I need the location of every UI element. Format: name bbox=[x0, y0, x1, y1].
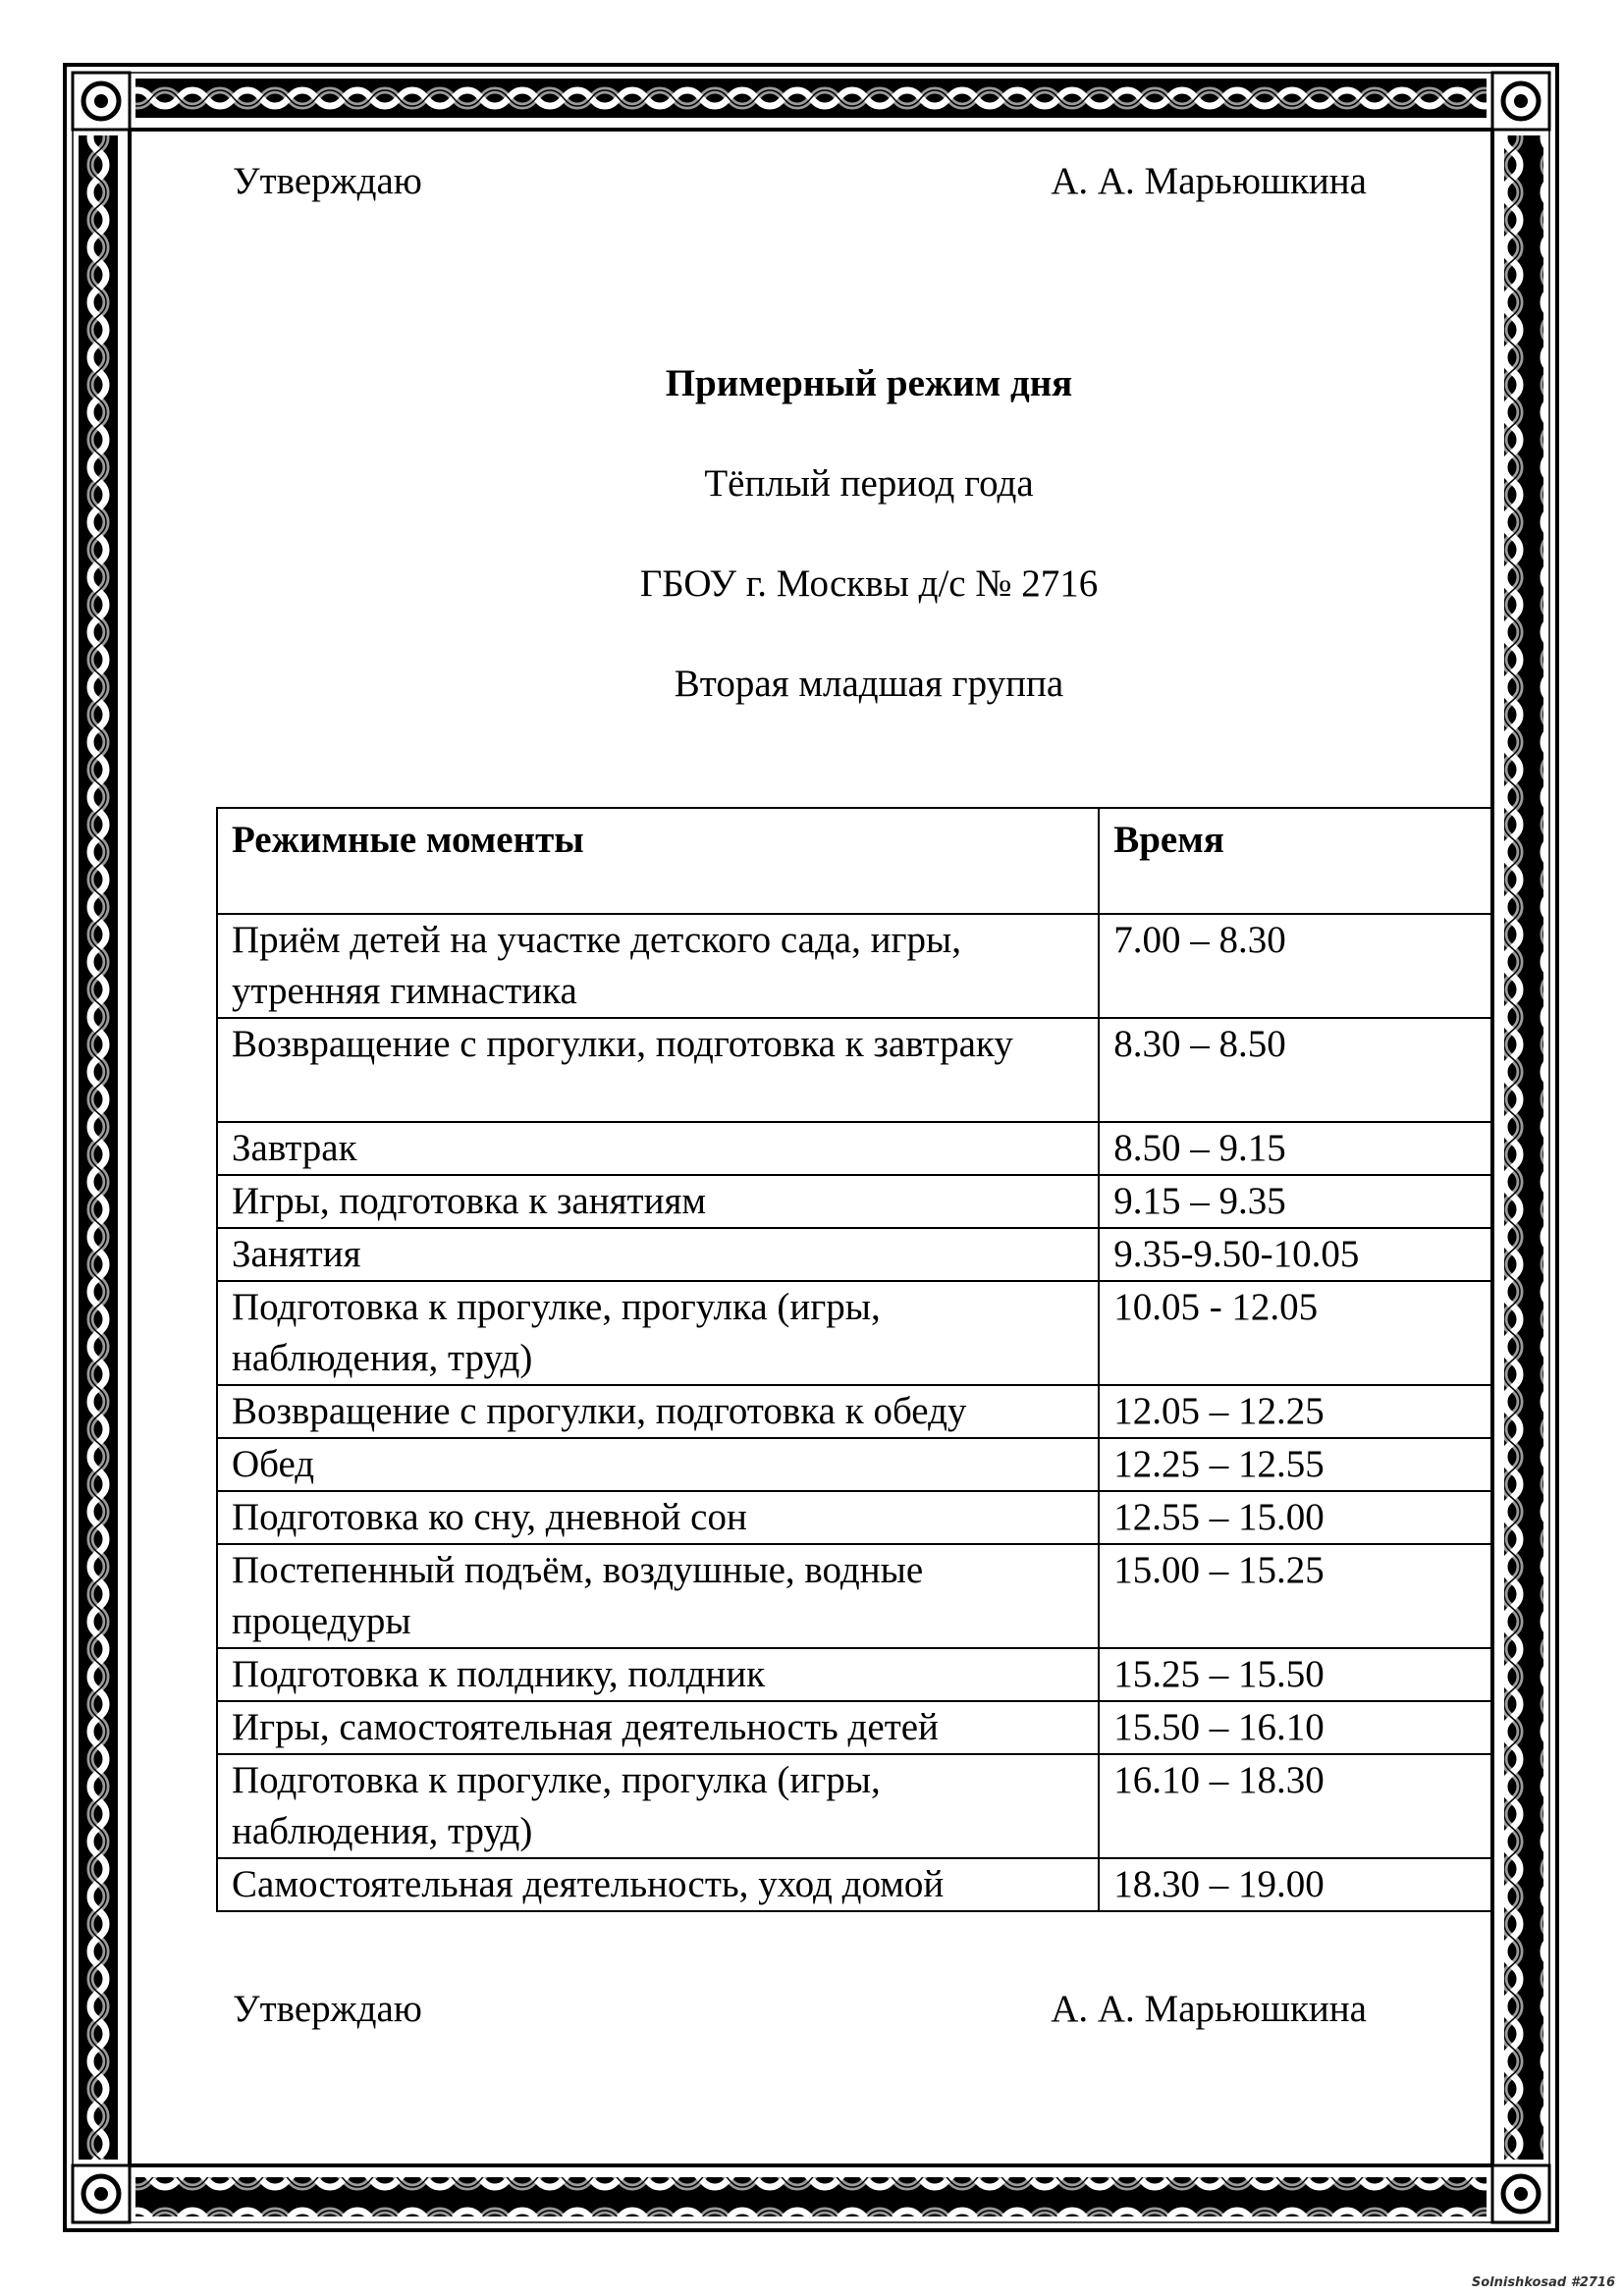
time-cell: 15.00 – 15.25 bbox=[1099, 1544, 1491, 1648]
time-cell: 15.25 – 15.50 bbox=[1099, 1648, 1491, 1701]
time-cell: 12.55 – 15.00 bbox=[1099, 1491, 1491, 1544]
time-cell: 12.25 – 12.55 bbox=[1099, 1438, 1491, 1491]
moment-cell: Подготовка к прогулке, прогулка (игры, наблюдения, труд) bbox=[217, 1754, 1099, 1858]
table-row bbox=[217, 1385, 1491, 1438]
table-row bbox=[217, 1701, 1491, 1754]
time-cell: 9.15 – 9.35 bbox=[1099, 1175, 1491, 1228]
time-cell: 7.00 – 8.30 bbox=[1099, 914, 1491, 1018]
time-cell: 9.35-9.50-10.05 bbox=[1099, 1228, 1491, 1281]
table-row bbox=[217, 1438, 1491, 1491]
moment-cell: Завтрак bbox=[217, 1122, 1099, 1175]
table-row bbox=[217, 914, 1491, 1018]
group-subtitle: Вторая младшая группа bbox=[674, 663, 1064, 705]
moment-cell: Возвращение с прогулки, подготовка к завтраку bbox=[217, 1018, 1099, 1122]
time-cell: 8.50 – 9.15 bbox=[1099, 1122, 1491, 1175]
moment-cell: Игры, подготовка к занятиям bbox=[217, 1175, 1099, 1228]
corner-ornament-top-left bbox=[73, 73, 130, 130]
time-cell: 15.50 – 16.10 bbox=[1099, 1701, 1491, 1754]
table-row bbox=[217, 1018, 1491, 1122]
approval-line-top bbox=[233, 159, 1367, 204]
approval-signatory: А. А. Марьюшкина bbox=[1051, 160, 1367, 202]
braid-right bbox=[1504, 135, 1543, 2160]
time-cell: 12.05 – 12.25 bbox=[1099, 1385, 1491, 1438]
watermark: Solnishkosad #2716 bbox=[1471, 2275, 1615, 2290]
braid-top bbox=[135, 79, 1487, 118]
braid-left bbox=[79, 135, 118, 2160]
moment-cell: Подготовка к полднику, полдник bbox=[217, 1648, 1099, 1701]
braid-bottom bbox=[135, 2177, 1487, 2216]
table-row bbox=[217, 1175, 1491, 1228]
table-row bbox=[217, 1858, 1491, 1911]
table-row bbox=[217, 1491, 1491, 1544]
table-header-row bbox=[217, 808, 1491, 914]
moment-cell: Игры, самостоятельная деятельность детей bbox=[217, 1701, 1099, 1754]
table-row bbox=[217, 1754, 1491, 1858]
moment-cell: Занятия bbox=[217, 1228, 1099, 1281]
time-cell: 16.10 – 18.30 bbox=[1099, 1754, 1491, 1858]
time-cell: 10.05 - 12.05 bbox=[1099, 1281, 1491, 1385]
page-title: Примерный режим дня bbox=[665, 362, 1073, 404]
moment-cell: Самостоятельная деятельность, уход домой bbox=[217, 1858, 1099, 1911]
corner-ornament-top-right bbox=[1492, 73, 1549, 130]
table-row bbox=[217, 1281, 1491, 1385]
moment-cell: Приём детей на участке детского сада, игры, утренняя гимнастика bbox=[217, 914, 1099, 1018]
column-header-time: Время bbox=[1099, 808, 1491, 914]
organization-subtitle: ГБОУ г. Москвы д/с № 2716 bbox=[639, 562, 1099, 605]
table-row bbox=[217, 1228, 1491, 1281]
corner-ornament-bottom-right bbox=[1492, 2165, 1549, 2222]
time-cell: 18.30 – 19.00 bbox=[1099, 1858, 1491, 1911]
moment-cell: Обед bbox=[217, 1438, 1099, 1491]
moment-cell: Возвращение с прогулки, подготовка к обеду bbox=[217, 1385, 1099, 1438]
time-cell: 8.30 – 8.50 bbox=[1099, 1018, 1491, 1122]
approval-label: Утверждаю bbox=[233, 1988, 422, 2030]
column-header-moment: Режимные моменты bbox=[217, 808, 1099, 914]
moment-cell: Подготовка к прогулке, прогулка (игры, наблюдения, труд) bbox=[217, 1281, 1099, 1385]
approval-label: Утверждаю bbox=[233, 160, 422, 202]
approval-line-bottom bbox=[233, 1987, 1367, 2032]
table-row bbox=[217, 1648, 1491, 1701]
moment-cell: Постепенный подъём, воздушные, водные процедуры bbox=[217, 1544, 1099, 1648]
moment-cell: Подготовка ко сну, дневной сон bbox=[217, 1491, 1099, 1544]
period-subtitle: Тёплый период года bbox=[704, 462, 1034, 505]
approval-signatory: А. А. Марьюшкина bbox=[1051, 1988, 1367, 2030]
table-row bbox=[217, 1544, 1491, 1648]
corner-ornament-bottom-left bbox=[73, 2165, 130, 2222]
table-row bbox=[217, 1122, 1491, 1175]
schedule-table bbox=[216, 807, 1492, 1912]
